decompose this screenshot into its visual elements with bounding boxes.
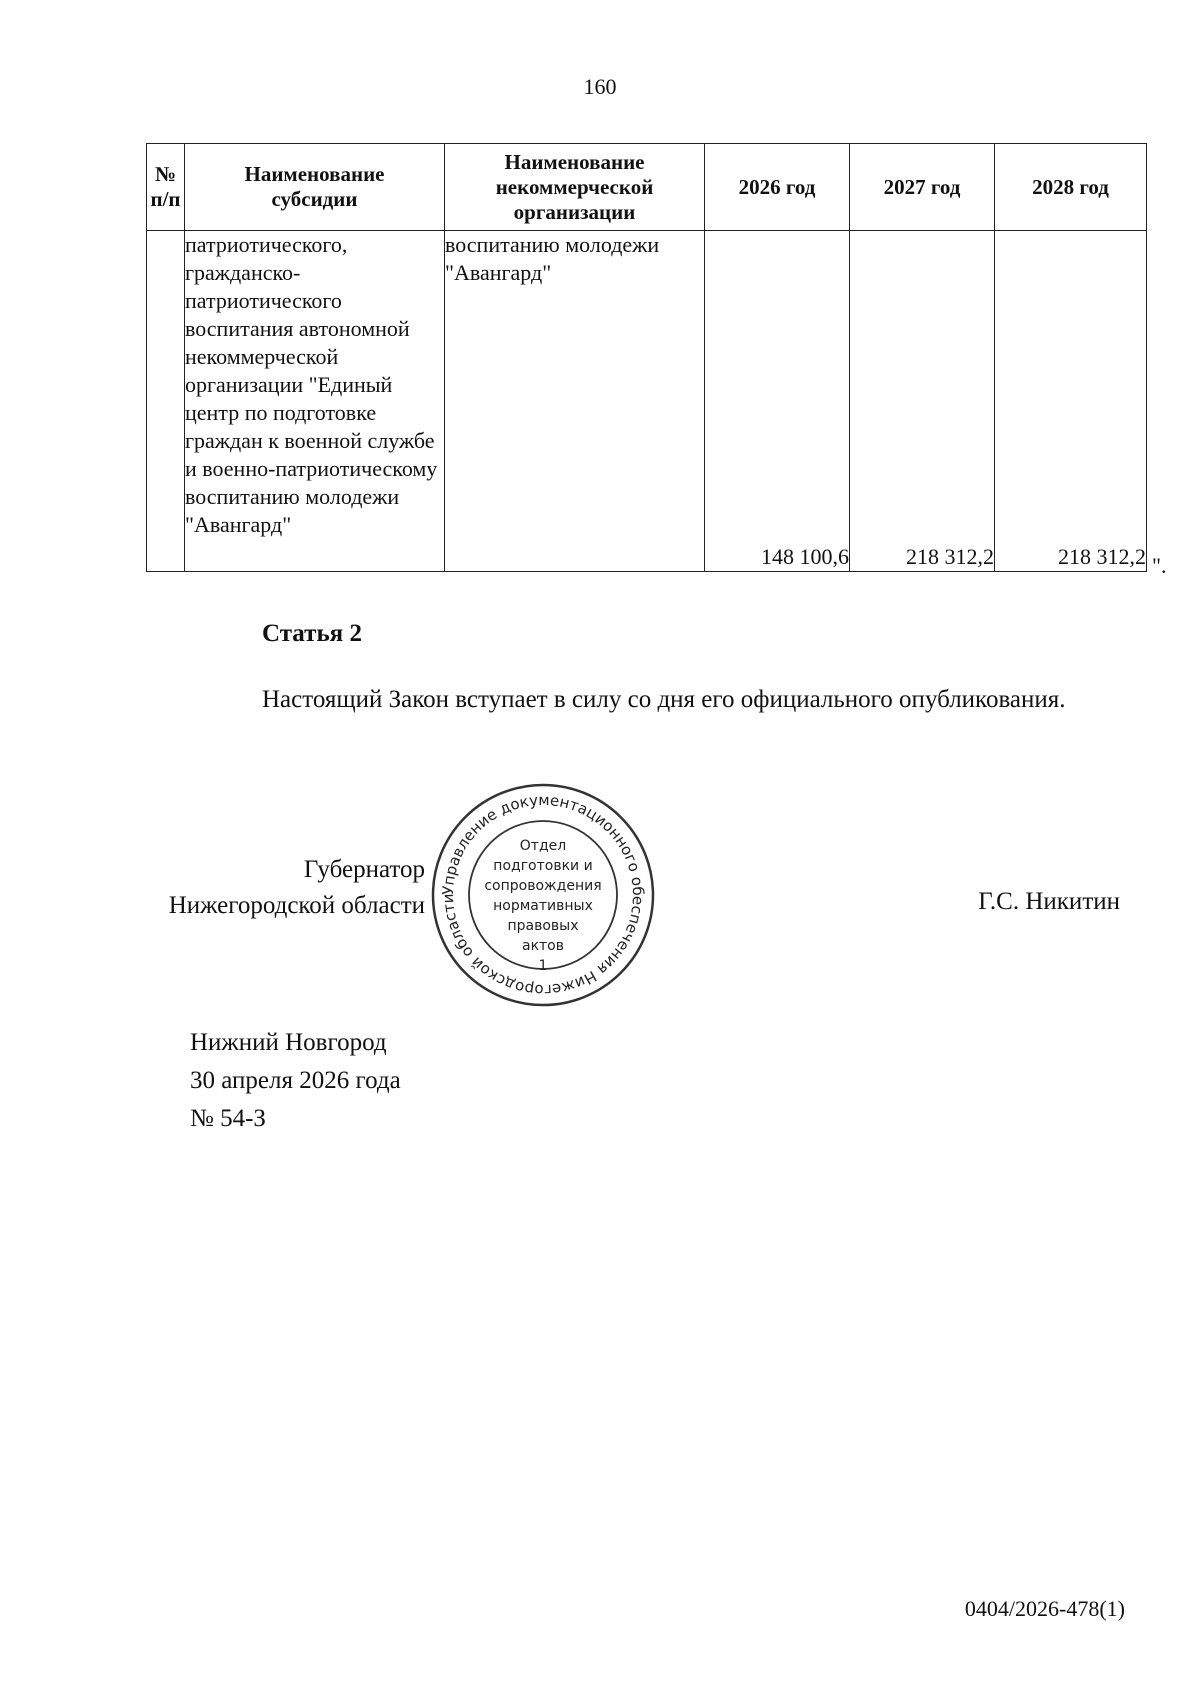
header-subsidy-name: Наименование субсидии <box>185 144 445 231</box>
cell-amount-2026: 148 100,6 <box>705 231 850 572</box>
place-and-date <box>190 1024 401 1138</box>
header-2026: 2026 год <box>705 144 850 231</box>
article-heading: Статья 2 <box>262 620 362 647</box>
document-code: 0404/2026-478(1) <box>964 1596 1125 1621</box>
stamp-ring-text: Управление документационного обеспечения Нижегородской области <box>438 790 648 1000</box>
law-number: № 54-З <box>190 1105 266 1132</box>
page-number: 160 <box>583 74 617 99</box>
stamp-line: сопровождения <box>484 878 602 894</box>
table-header-row <box>147 144 1147 231</box>
cell-subsidy-name: патриотического, гражданско-патриотического воспитания автономной некоммерческой организации "Единый центр по подготовке граждан к военной службе и военно-патриотическому воспитанию молодежи "Авангард" <box>185 231 445 572</box>
article-text: Настоящий Закон вступает в силу со дня его официального опубликования. <box>262 686 1066 713</box>
header-number: № п/п <box>147 144 185 231</box>
cell-organization-name: воспитанию молодежи "Авангард" <box>445 231 705 572</box>
official-stamp <box>428 780 658 1010</box>
stamp-line: правовых <box>507 918 579 934</box>
governor-name: Г.С. Никитин <box>978 888 1120 915</box>
stamp-line: нормативных <box>493 898 593 914</box>
stamp-number: 1 <box>538 958 548 974</box>
law-date: 30 апреля 2026 года <box>190 1067 401 1094</box>
header-organization-name: Наименование некоммерческой организации <box>445 144 705 231</box>
closing-quote-mark: ". <box>1152 553 1167 578</box>
cell-amount-2027: 218 312,2 <box>850 231 995 572</box>
governor-title: Губернатор Нижегородской области <box>168 856 425 919</box>
header-2028: 2028 год <box>995 144 1147 231</box>
stamp-line: подготовки и <box>493 858 593 874</box>
cell-number <box>147 231 185 572</box>
table-row <box>147 231 1147 572</box>
cell-amount-2028: 218 312,2 <box>995 231 1147 572</box>
header-2027: 2027 год <box>850 144 995 231</box>
stamp-line: актов <box>521 938 565 954</box>
city: Нижний Новгород <box>190 1029 387 1056</box>
stamp-line: Отдел <box>519 838 567 854</box>
subsidy-table <box>146 143 1147 572</box>
